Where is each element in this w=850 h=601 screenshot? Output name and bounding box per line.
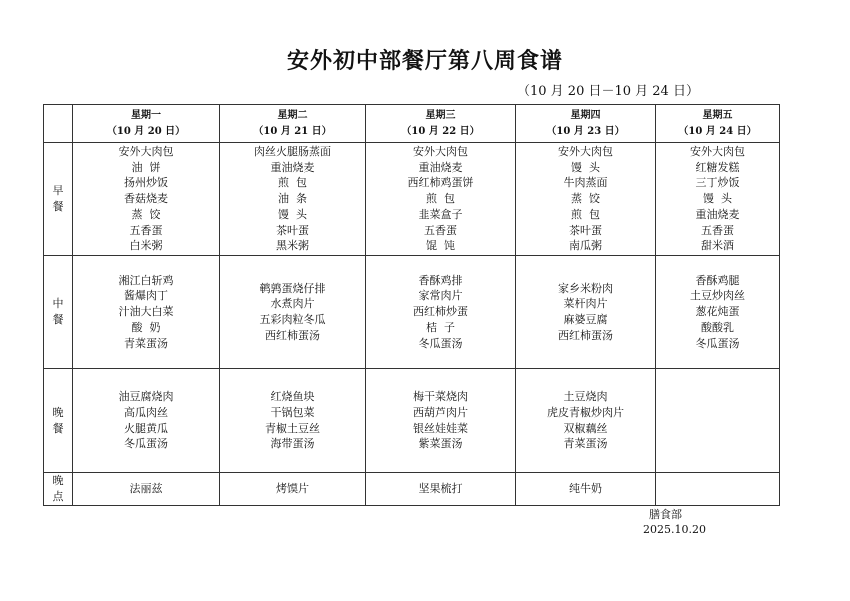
dish-item: 家乡米粉肉 (558, 281, 613, 295)
dish-item: 香酥鸡排 (418, 273, 463, 287)
footer-date: 2025.10.20 (643, 523, 706, 536)
dish-item: 煎 包 (278, 176, 307, 190)
dish-item: 馄 饨 (426, 239, 455, 253)
dish-item: 冬瓜蛋汤 (695, 336, 740, 350)
day-name: 星期二 (277, 109, 308, 121)
day-date: （10 月 21 日） (253, 125, 332, 137)
meal-label-cell (44, 256, 73, 369)
day-header-thu (516, 105, 656, 143)
meal-row-snack (44, 473, 780, 506)
menu-cell (516, 369, 656, 473)
menu-cell (73, 369, 220, 473)
dish-item: 五香蛋 (424, 223, 457, 237)
menu-cell (656, 256, 780, 369)
menu-cell (516, 256, 656, 369)
dish-item: 红糖发糕 (695, 160, 740, 174)
dish-item: 油豆腐烧肉 (118, 390, 174, 404)
dish-item: 西红柿炒蛋 (413, 305, 468, 319)
dish-item: 烤馍片 (276, 482, 309, 496)
dish-item: 虎皮青椒炒肉片 (547, 405, 624, 419)
dish-item: 五香蛋 (129, 223, 163, 237)
day-date: （10 月 20 日） (106, 125, 186, 137)
menu-cell (366, 369, 516, 473)
dish-item: 双椒藕丝 (563, 421, 608, 435)
menu-table (43, 104, 780, 506)
day-header-fri (656, 105, 780, 143)
dish-item: 扬州炒饭 (124, 176, 168, 190)
day-name: 星期三 (425, 109, 456, 121)
dish-item: 鹌鹑蛋烧仔排 (259, 281, 326, 295)
dish-item: 梅干菜烧肉 (413, 390, 468, 404)
dish-item: 青菜蛋汤 (124, 336, 168, 350)
dish-item: 坚果梳打 (418, 482, 463, 496)
dish-item: 蒸 饺 (571, 192, 600, 206)
dish-item: 葱花炖蛋 (695, 305, 740, 319)
meal-row-lunch (44, 256, 780, 369)
day-date: （10 月 24 日） (678, 125, 757, 137)
dish-item: 五香蛋 (701, 223, 734, 237)
dish-item: 馒 头 (278, 207, 307, 221)
meal-label: 晚餐 (52, 405, 64, 435)
dish-item: 白米粥 (129, 239, 163, 253)
day-header-wed (366, 105, 516, 143)
footer-department: 膳食部 (649, 508, 682, 521)
dish-item: 重油烧麦 (270, 160, 315, 174)
dish-item: 茶叶蛋 (276, 223, 309, 237)
dish-item: 菜杆肉片 (563, 297, 608, 311)
day-date: （10 月 22 日） (401, 125, 480, 137)
week-date-range: （10 月 20 日－10 月 24 日） (517, 84, 699, 99)
menu-cell (516, 473, 656, 506)
menu-cell (366, 143, 516, 256)
meal-label-cell (44, 143, 73, 256)
dish-item: 茶叶蛋 (569, 223, 602, 237)
page-title: 安外初中部餐厅第八周食谱 (286, 48, 563, 74)
dish-item: 西红柿蛋汤 (558, 328, 613, 342)
meal-label-cell (44, 369, 73, 473)
dish-item: 重油烧麦 (695, 207, 740, 221)
dish-item: 酱爆肉丁 (124, 289, 168, 303)
dish-item: 蒸 饺 (131, 207, 161, 221)
dish-item: 紫菜蛋汤 (418, 437, 463, 451)
dish-item: 油 条 (278, 192, 307, 206)
menu-cell (366, 256, 516, 369)
meal-row-dinner (44, 369, 780, 473)
day-name: 星期四 (570, 109, 601, 121)
dish-item: 黑米粥 (276, 239, 309, 253)
dish-item: 纯牛奶 (569, 482, 602, 496)
dish-item: 馒 头 (703, 192, 732, 206)
dish-item: 香酥鸡腿 (695, 273, 740, 287)
dish-item: 重油烧麦 (418, 160, 463, 174)
dish-item: 桔 子 (426, 320, 455, 334)
dish-item: 青菜蛋汤 (563, 437, 608, 451)
dish-item: 冬瓜蛋汤 (124, 437, 168, 451)
dish-item: 煎 包 (571, 207, 600, 221)
corner-cell (44, 105, 73, 143)
menu-cell (73, 473, 220, 506)
menu-cell (220, 473, 366, 506)
dish-item: 法丽兹 (129, 482, 163, 496)
dish-item: 家常肉片 (418, 289, 463, 303)
dish-item: 干锅包菜 (270, 405, 315, 419)
dish-item: 油 饼 (131, 160, 161, 174)
dish-item: 西红柿鸡蛋饼 (407, 176, 474, 190)
day-header-row (44, 105, 780, 143)
dish-item: 香菇烧麦 (124, 192, 168, 206)
day-header-mon (73, 105, 220, 143)
dish-item: 韭菜盒子 (418, 207, 463, 221)
dish-item: 牛肉蒸面 (563, 176, 608, 190)
dish-item: 海带蛋汤 (270, 437, 315, 451)
dish-item: 麻婆豆腐 (563, 313, 608, 326)
dish-item: 安外大肉包 (558, 145, 613, 159)
dish-item: 安外大肉包 (413, 145, 468, 159)
dish-item: 火腿黄瓜 (124, 421, 168, 435)
day-name: 星期五 (702, 109, 733, 121)
dish-item: 汁油大白菜 (118, 305, 174, 319)
meal-label: 晚点 (52, 474, 64, 503)
dish-item: 水煮肉片 (270, 297, 315, 311)
dish-item: 酸酸乳 (701, 320, 734, 334)
dish-item: 安外大肉包 (118, 145, 174, 159)
dish-item: 湘江白斩鸡 (118, 273, 174, 287)
dish-item: 土豆烧肉 (563, 390, 608, 404)
dish-item: 西葫芦肉片 (413, 405, 468, 419)
dish-item: 南瓜粥 (569, 239, 602, 253)
meal-row-breakfast (44, 143, 780, 256)
dish-item: 土豆炒肉丝 (690, 289, 745, 303)
meal-label: 早餐 (52, 184, 64, 213)
dish-item: 青椒土豆丝 (265, 421, 320, 435)
dish-item: 西红柿蛋汤 (265, 328, 320, 342)
menu-cell (220, 143, 366, 256)
dish-item: 酸 奶 (131, 320, 161, 334)
menu-cell (656, 473, 780, 506)
menu-cell (73, 143, 220, 256)
dish-item: 高瓜肉丝 (124, 405, 168, 419)
dish-item: 甜米酒 (701, 239, 734, 253)
menu-cell (220, 369, 366, 473)
dish-item: 煎 包 (426, 192, 455, 206)
day-header-tue (220, 105, 366, 143)
menu-cell (366, 473, 516, 506)
meal-label-cell (44, 473, 73, 506)
dish-item: 肉丝火腿肠蒸面 (254, 145, 331, 159)
menu-cell (516, 143, 656, 256)
dish-item: 五彩肉粒冬瓜 (259, 313, 326, 326)
dish-item: 馒 头 (571, 160, 600, 174)
menu-cell (656, 369, 780, 473)
menu-cell (73, 256, 220, 369)
menu-cell (656, 143, 780, 256)
dish-item: 冬瓜蛋汤 (418, 336, 463, 350)
dish-item: 银丝娃娃菜 (413, 421, 468, 435)
dish-item: 三丁炒饭 (695, 176, 740, 190)
meal-label: 中餐 (52, 297, 64, 326)
dish-item: 安外大肉包 (690, 145, 745, 159)
dish-item: 红烧鱼块 (270, 390, 315, 404)
day-name: 星期一 (131, 109, 161, 121)
menu-cell (220, 256, 366, 369)
day-date: （10 月 23 日） (546, 125, 625, 137)
